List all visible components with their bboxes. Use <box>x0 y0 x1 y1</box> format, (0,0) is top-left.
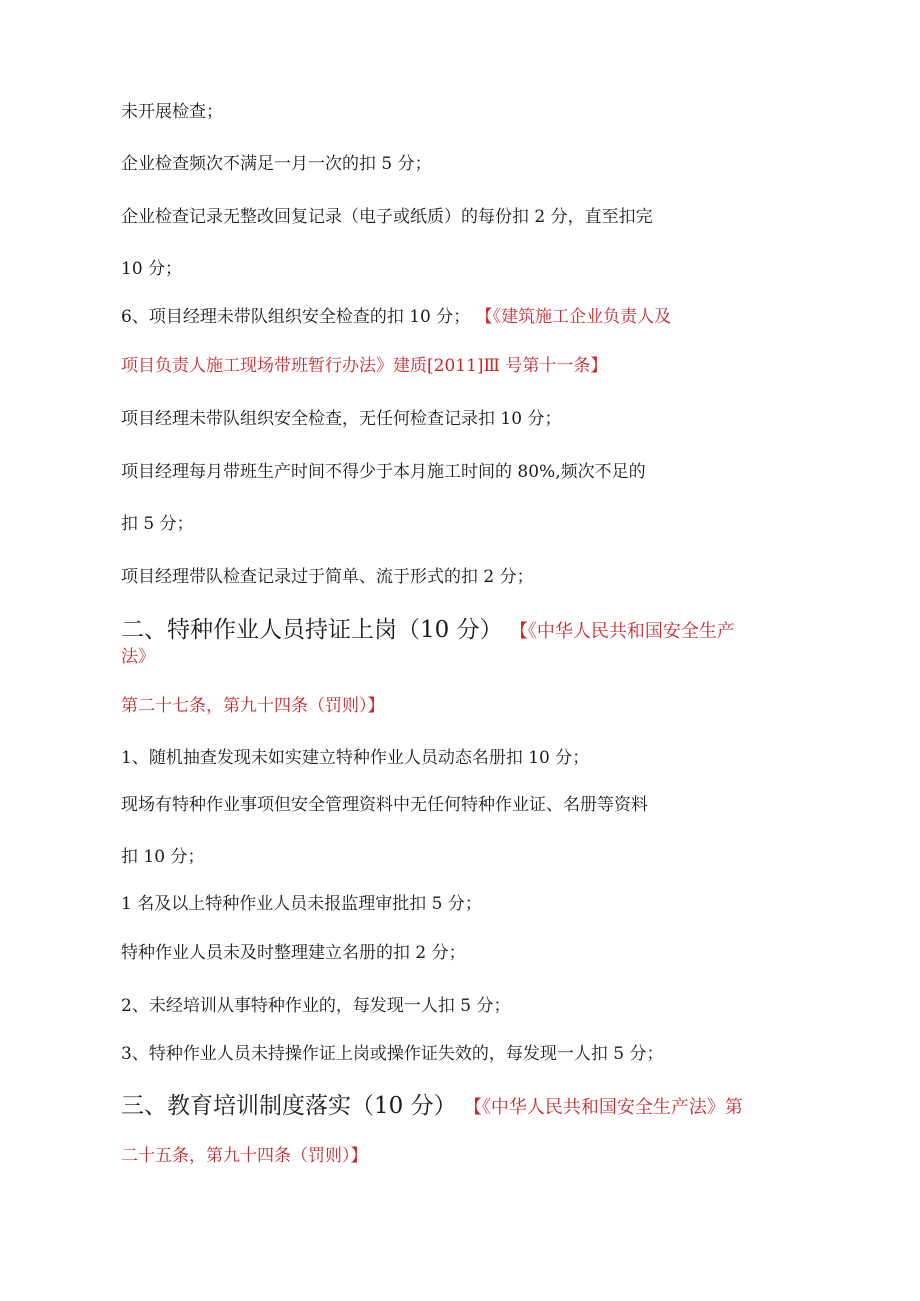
section-2-reference-cont: 第二十七条，第九十四条（罚则）】 <box>121 696 385 716</box>
text-line: 10 分； <box>121 259 183 279</box>
text-line: 项目经理未带队组织安全检查，无任何检查记录扣 10 分； <box>121 409 562 429</box>
section-3-title: 三、教育培训制度落实（10 分） <box>121 1093 457 1119</box>
item-6 <box>121 306 671 328</box>
text-line: 特种作业人员未及时整理建立名册的扣 2 分； <box>121 943 466 963</box>
item-6-reference-cont: 项目负责人施工现场带班暂行办法》建质[2011]Ⅲ 号第十一条】 <box>121 356 608 376</box>
text-line: 扣 5 分； <box>121 514 194 534</box>
text-line: 未开展检查； <box>121 102 223 122</box>
section-2-reference-cont: 法》 <box>121 647 155 667</box>
text-line: 1、随机抽查发现未如实建立特种作业人员动态名册扣 10 分； <box>121 748 590 768</box>
text-line: 项目经理带队检查记录过于简单、流于形式的扣 2 分； <box>121 567 534 587</box>
section-2-title: 二、特种作业人员持证上岗（10 分） <box>121 617 503 643</box>
text-line: 3、特种作业人员未持操作证上岗或操作证失效的，每发现一人扣 5 分； <box>121 1044 664 1064</box>
text-line: 项目经理每月带班生产时间不得少于本月施工时间的 80%,频次不足的 <box>121 462 646 482</box>
text-line: 扣 10 分； <box>121 847 205 867</box>
item-6-reference: 【《建筑施工企业负责人及 <box>475 307 672 327</box>
section-2-reference: 【《中华人民共和国安全生产 <box>509 621 735 642</box>
text-line: 企业检查记录无整改回复记录（电子或纸质）的每份扣 2 分，直至扣完 <box>121 207 653 227</box>
item-6-text: 6、项目经理未带队组织安全检查的扣 10 分； <box>121 307 471 327</box>
text-line: 现场有特种作业事项但安全管理资料中无任何特种作业证、名册等资料 <box>121 795 648 815</box>
text-line: 企业检查频次不满足一月一次的扣 5 分； <box>121 154 432 174</box>
section-3-reference: 【《中华人民共和国安全生产法》第 <box>463 1097 743 1118</box>
section-2-heading <box>121 616 735 646</box>
section-3-reference-cont: 二十五条，第九十四条（罚则）】 <box>121 1146 368 1166</box>
section-3-heading <box>121 1092 743 1122</box>
text-line: 2、未经培训从事特种作业的，每发现一人扣 5 分； <box>121 996 511 1016</box>
text-line: 1 名及以上特种作业人员未报监理审批扣 5 分； <box>121 894 482 914</box>
